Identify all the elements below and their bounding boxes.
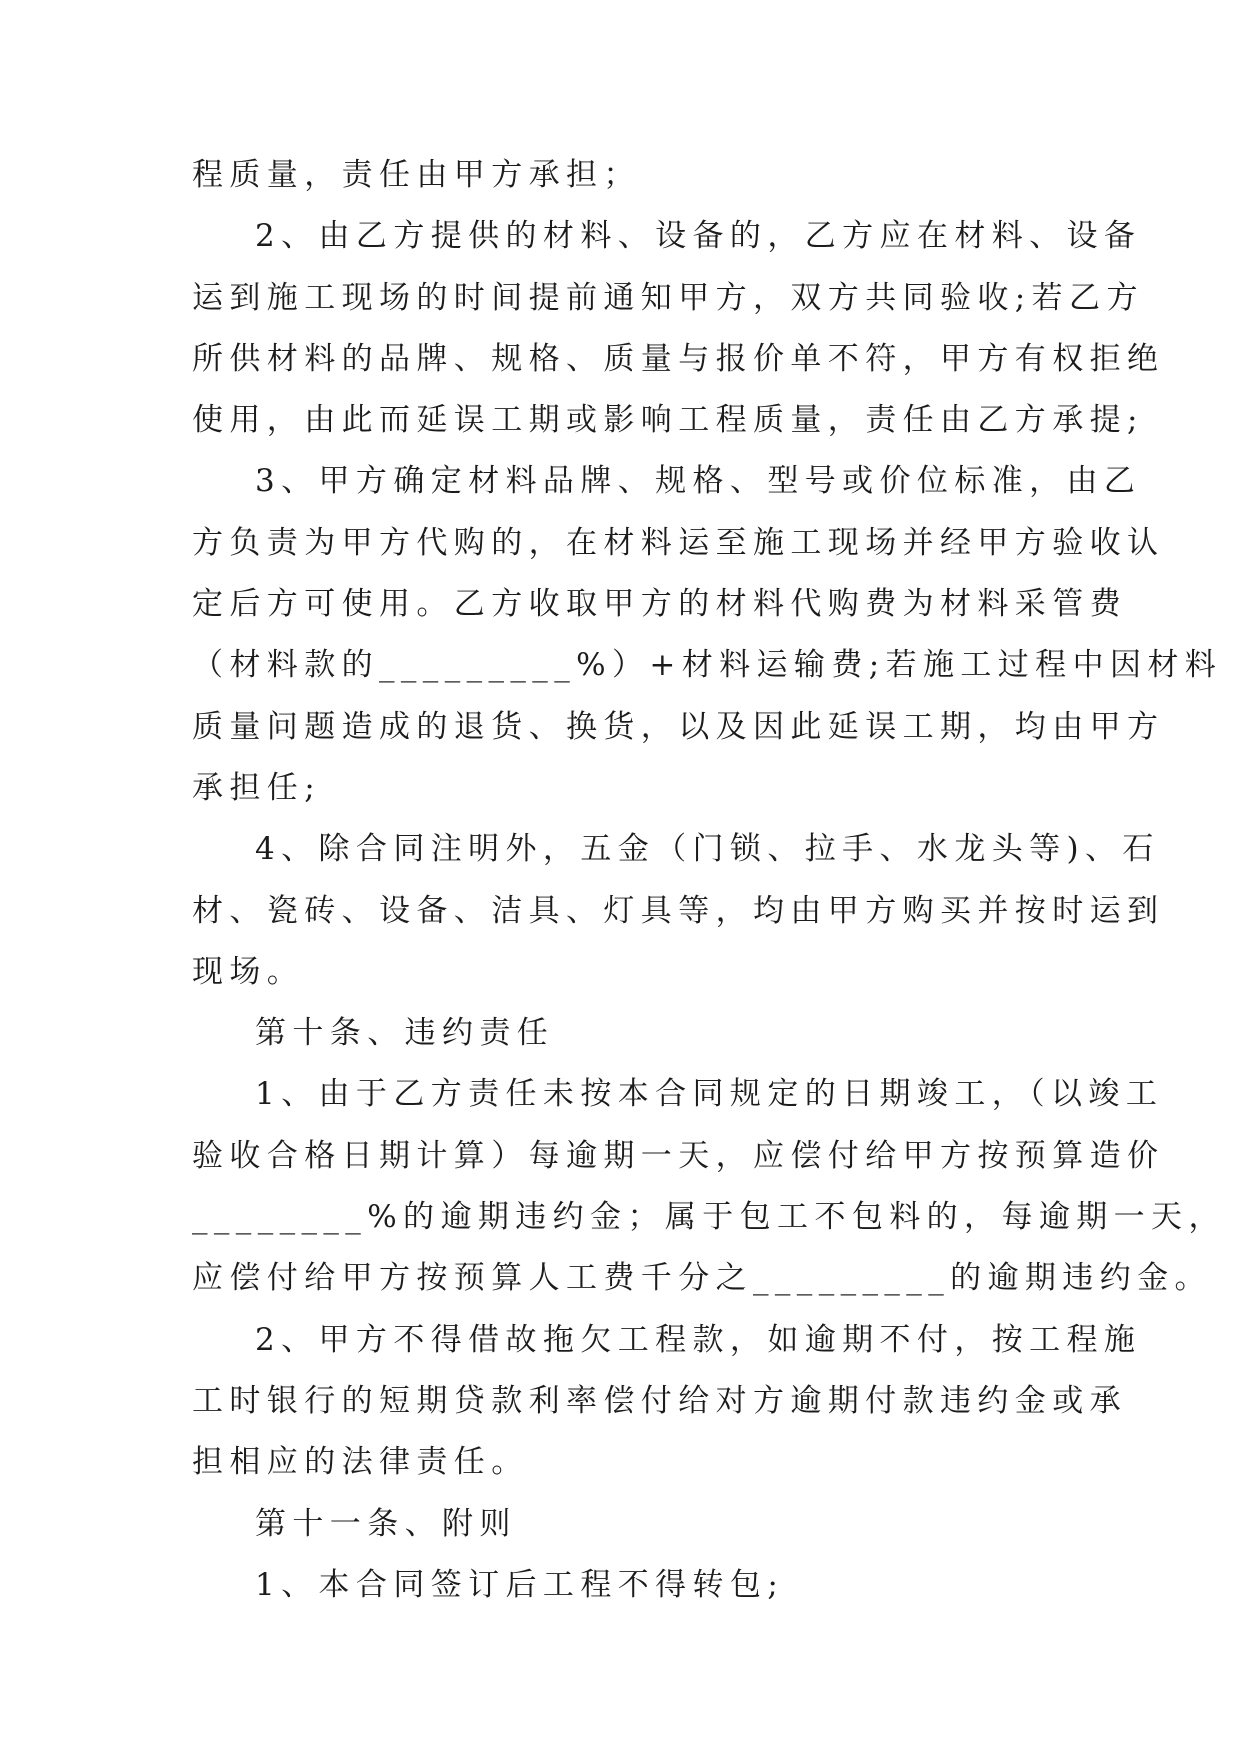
document-line: 1、本合同签订后工程不得转包;: [255, 1566, 785, 1603]
document-line: 运到施工现场的时间提前通知甲方，双方共同验收;若乙方: [192, 279, 1144, 316]
document-line: 3、甲方确定材料品牌、规格、型号或价位标准，由乙: [255, 463, 1142, 500]
document-line: 2、由乙方提供的材料、设备的，乙方应在材料、设备: [255, 218, 1142, 255]
document-line: 工时银行的短期贷款利率偿付给对方逾期付款违约金或承: [192, 1382, 1127, 1419]
document-line: （材料款的_________%）+材料运输费;若施工过程中因材料: [192, 647, 1223, 684]
document-line: 质量问题造成的退货、换货，以及因此延误工期，均由甲方: [192, 708, 1165, 745]
document-line: 承担任;: [192, 769, 322, 806]
document-line: 现场。: [192, 953, 305, 990]
document-line: 程质量，责任由甲方承担；: [192, 157, 641, 193]
document-line: 方负责为甲方代购的，在材料运至施工现场并经甲方验收认: [192, 524, 1165, 561]
document-line: 2、甲方不得借故拖欠工程款，如逾期不付，按工程施: [255, 1321, 1142, 1358]
document-line: ________%的逾期违约金；属于包工不包料的，每逾期一天，: [192, 1199, 1226, 1236]
document-line: 1、由于乙方责任未按本合同规定的日期竣工，（以竣工: [255, 1076, 1164, 1113]
document-line: 材、瓷砖、设备、洁具、灯具等，均由甲方购买并按时运到: [192, 892, 1165, 929]
document-line: 应偿付给甲方按预算人工费千分之_________的逾期违约金。: [192, 1260, 1212, 1297]
document-line: 第十一条、附则: [255, 1505, 517, 1542]
document-line: 4、除合同注明外，五金（门锁、拉手、水龙头等)、石: [255, 831, 1160, 868]
document-line: 担相应的法律责任。: [192, 1444, 529, 1481]
document-line: 使用，由此而延误工期或影响工程质量，责任由乙方承提;: [192, 402, 1144, 439]
document-line: 定后方可使用。乙方收取甲方的材料代购费为材料采管费: [192, 586, 1127, 623]
document-line: 第十条、违约责任: [255, 1015, 555, 1052]
document-line: 所供材料的品牌、规格、质量与报价单不符，甲方有权拒绝: [192, 340, 1165, 377]
document-body: [192, 155, 1226, 1626]
document-line: 验收合格日期计算）每逾期一天，应偿付给甲方按预算造价: [192, 1137, 1165, 1174]
